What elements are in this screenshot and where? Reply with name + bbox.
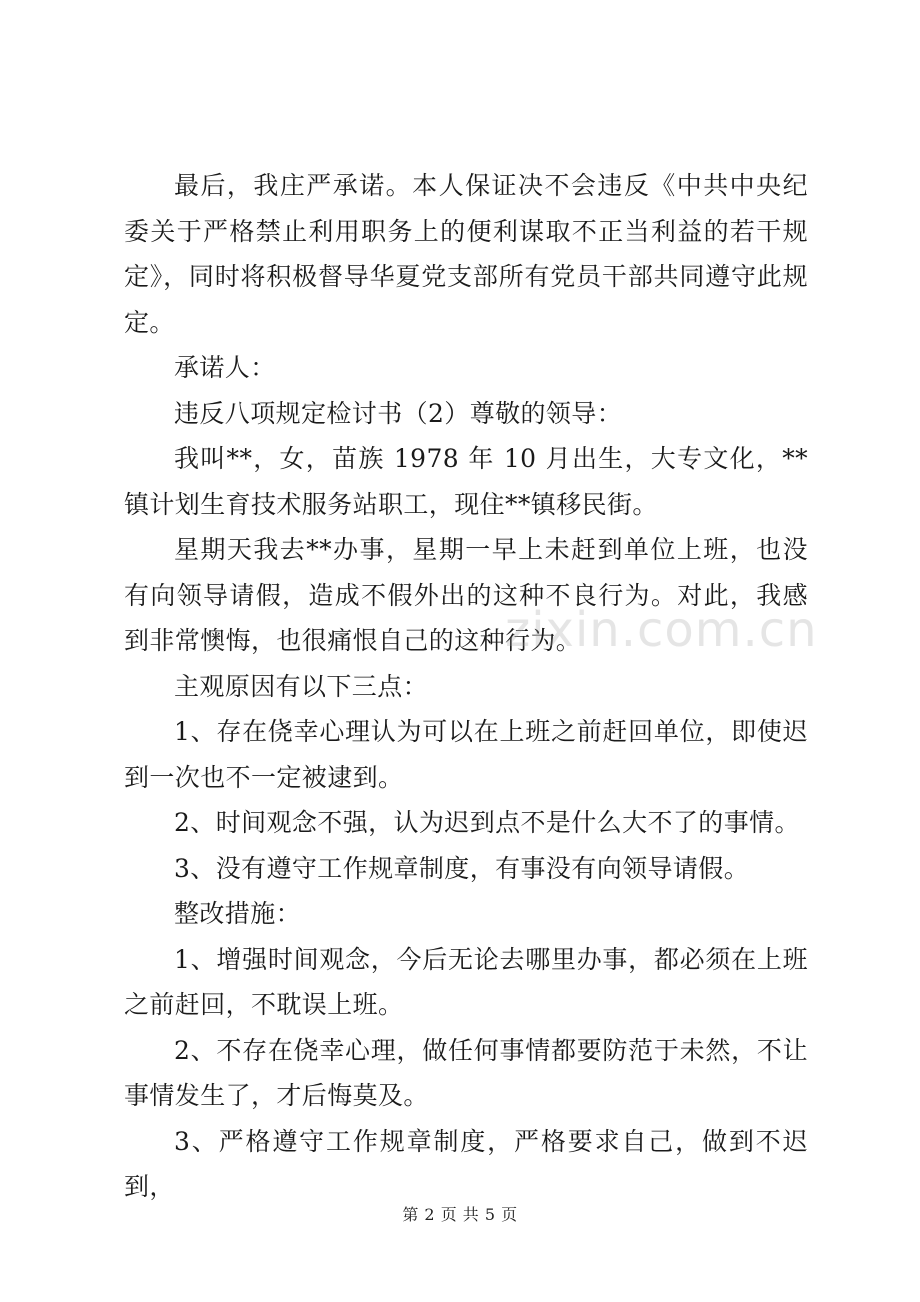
paragraph-pledge: 最后，我庄严承诺。本人保证决不会违反《中共中央纪委关于严格禁止利用职务上的便利谋取不正当利益的若干规定》，同时将积极督导华夏党支部所有党员干部共同遵守此规定。: [124, 171, 808, 337]
paragraph-measures-heading: 整改措施：: [174, 899, 302, 928]
paragraph-measure-2: 2、不存在侥幸心理，做任何事情都要防范于未然，不让事情发生了，才后悔莫及。: [124, 1035, 808, 1110]
paragraph-heading-salutation: 违反八项规定检讨书（2）尊敬的领导：: [174, 398, 623, 428]
paragraph-self-introduction: 我叫**，女，苗族 1978 年 10 月出生，大专文化，**镇计划生育技术服务站职工，现住**镇移民街。: [124, 444, 808, 519]
paragraph-signatory: 承诺人：: [174, 353, 276, 382]
document-body: [124, 163, 808, 1210]
watermark: zixin.com.cn: [505, 602, 818, 658]
paragraph-causes-heading: 主观原因有以下三点：: [174, 671, 429, 701]
paragraph-measure-3: 3、严格遵守工作规章制度，严格要求自己，做到不迟到，: [124, 1126, 808, 1201]
paragraph-cause-3: 3、没有遵守工作规章制度，有事没有向领导请假。: [174, 853, 750, 883]
paragraph-cause-2: 2、时间观念不强，认为迟到点不是什么大不了的事情。: [174, 808, 800, 837]
paragraph-measure-1: 1、增强时间观念，今后无论去哪里办事，都必须在上班之前赶回，不耽误上班。: [124, 944, 808, 1019]
page-number-footer: 第 2 页 共 5 页: [402, 1205, 518, 1224]
paragraph-incident: 星期天我去**办事，星期一早上未赶到单位上班，也没有向领导请假，造成不假外出的这种不良行为。对此，我感到非常懊悔，也很痛恨自己的这种行为。: [124, 535, 808, 655]
paragraph-cause-1: 1、存在侥幸心理认为可以在上班之前赶回单位，即使迟到一次也不一定被逮到。: [124, 717, 808, 792]
